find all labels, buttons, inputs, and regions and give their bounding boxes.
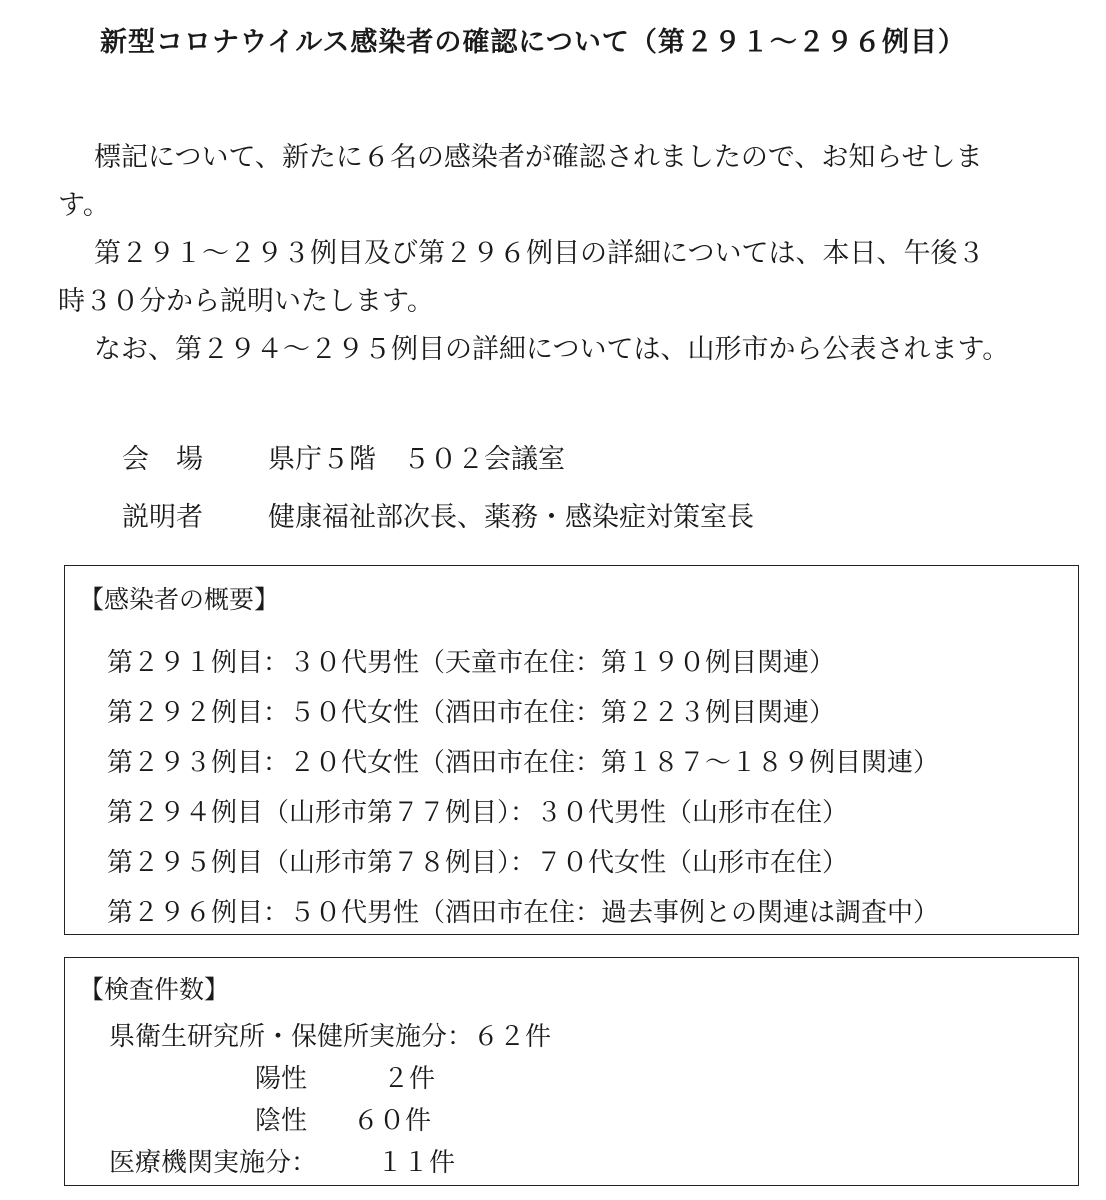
paragraph-briefing-lines [58,230,1050,326]
paragraph-line: 第２９１～２９３例目及び第２９６例目の詳細については、本日、午後３ [94,238,985,269]
prefectural-tests-label: 県衛生研究所・保健所実施分： [109,1022,474,1052]
case-item: 第２９１例目：３０代男性（天童市在住：第１９０例目関連） [107,648,836,678]
paragraph-line: なお、第２９４～２９５例目の詳細については、山形市から公表されます。 [94,334,1010,365]
presenter-value: 健康福祉部次長、薬務・感染症対策室長 [268,502,754,533]
medical-tests-row [109,1142,455,1179]
negative-row [255,1100,431,1137]
case-item: 第２９３例目：２０代女性（酒田市在住：第１８７～１８９例目関連） [107,748,940,778]
presenter-label: 説明者 [122,502,203,533]
paragraph-line: す。 [58,190,110,221]
case-item: 第２９２例目：５０代女性（酒田市在住：第２２３例目関連） [107,698,836,728]
prefectural-tests-value: ６２件 [473,1022,552,1052]
case-item: 第２９６例目：５０代男性（酒田市在住：過去事例との関連は調査中） [107,898,940,928]
positive-label: 陽性 [255,1064,308,1094]
document-title: 新型コロナウイルス感染者の確認について（第２９１～２９６例目） [100,27,966,58]
paragraph-line: 標記について、新たに６名の感染者が確認されましたので、お知らせしま [94,142,983,173]
case-item: 第２９４例目（山形市第７７例目）：３０代男性（山形市在住） [107,798,849,828]
case-item: 第２９５例目（山形市第７８例目）：７０代女性（山形市在住） [107,848,849,878]
positive-value: ２件 [383,1064,436,1094]
paragraph-announcement-lines [58,134,1050,230]
cases-heading: 【感染者の概要】 [79,585,280,614]
negative-value: ６０件 [353,1106,432,1136]
positive-row [255,1058,435,1095]
negative-label: 陰性 [255,1106,308,1136]
paragraph-line: 時３０分から説明いたします。 [58,286,434,317]
cases-summary-box [64,565,1079,935]
prefectural-tests-row [109,1016,551,1053]
test-counts-box [64,957,1079,1186]
medical-tests-label: 医療機関実施分： [109,1148,318,1178]
venue-label: 会 場 [122,444,203,475]
venue-row [122,437,565,476]
tests-heading: 【検査件数】 [79,975,230,1004]
medical-tests-value: １１件 [377,1148,456,1178]
venue-value: 県庁５階 ５０２会議室 [268,444,565,475]
presenter-row [122,495,754,534]
paragraph-yamagata-city-lines [58,326,1050,374]
